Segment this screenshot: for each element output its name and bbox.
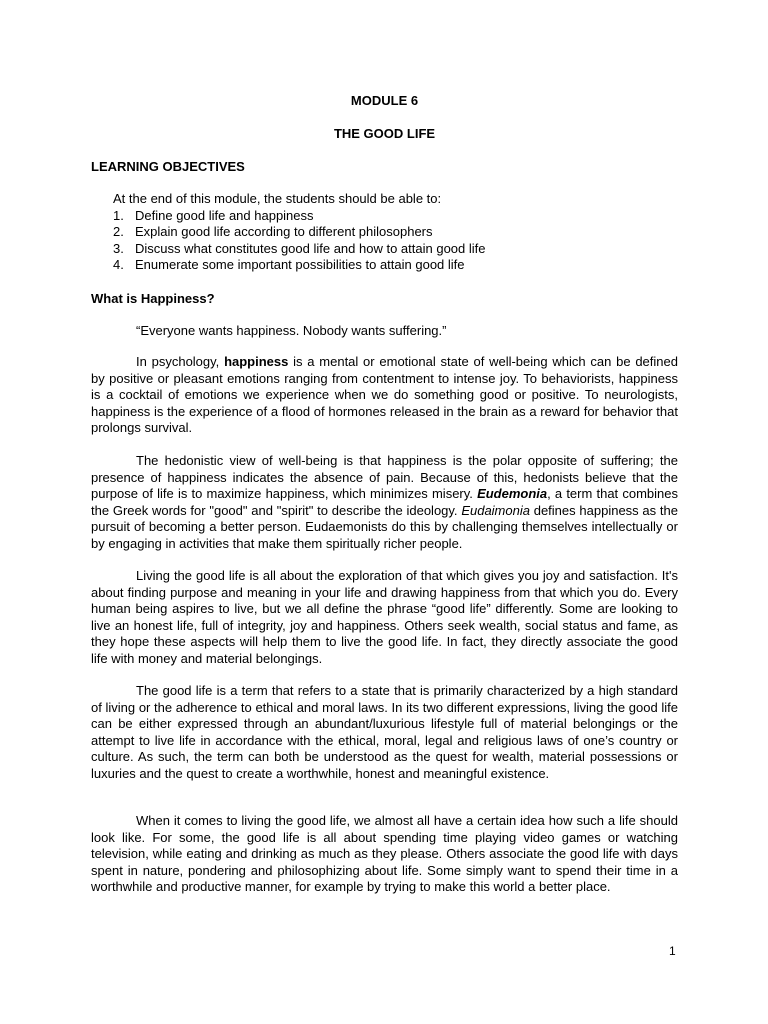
list-item-number: 2. <box>113 224 124 239</box>
paragraph-text: In psychology, <box>136 354 225 369</box>
list-item <box>113 241 673 258</box>
list-item <box>113 208 673 225</box>
learning-objectives-heading: LEARNING OBJECTIVES <box>91 159 245 174</box>
page-title: THE GOOD LIFE <box>333 126 436 141</box>
list-item-number: 3. <box>113 240 124 256</box>
emphasis-term: happiness <box>224 354 289 369</box>
paragraph-hedonistic <box>91 453 678 552</box>
objectives-list <box>113 208 673 274</box>
happiness-quote: “Everyone wants happiness. Nobody wants suffering.” <box>136 323 447 338</box>
list-item <box>113 257 673 274</box>
paragraph-text: defines happiness as the pursuit of becoming a better person. Eudaemonists do this by challenging themselves intellectually or by engaging in activities that make them spiritually richer people. <box>91 502 678 551</box>
paragraph-text: , a term that combines the Greek words for "good" and "spirit" to describe the ideology. <box>91 486 678 518</box>
list-item-text: Define good life and happiness <box>135 207 314 223</box>
list-item-text: Explain good life according to different philosophers <box>135 224 433 239</box>
objectives-intro: At the end of this module, the students should be able to: <box>113 191 442 206</box>
list-item-text: Discuss what constitutes good life and how to attain good life <box>135 240 486 256</box>
paragraph-good-life-term: The good life is a term that refers to a state that is primarily characterized by a high standard of living or the adherence to ethical and moral laws. In its two different expressions, living the good life can be either expressed through an abundant/luxurious lifestyle full of material belongings or the attempt to live life in accordance with the ethical, moral, legal and religious laws of one’s country or culture. As such, the term can both be understood as the quest for wealth, material possessions or luxuries and the quest to create a worthwhile, honest and meaningful existence. <box>91 683 678 781</box>
list-item <box>113 224 673 241</box>
document-page <box>91 0 678 1024</box>
paragraph-psychology <box>91 354 678 437</box>
happiness-heading: What is Happiness? <box>91 291 215 306</box>
paragraph-text: is a mental or emotional state of well-being which can be defined by positive or pleasant emotions ranging from contentment to intense joy. To behaviorists, happiness is a cocktail of emotions we experience when we do something good or positive. To neurologists, happiness is the experience of a flood of hormones released in the brain as a reward for behavior that prolongs survival. <box>91 354 678 435</box>
page-number: 1 <box>669 944 676 958</box>
emphasis-term: Eudemonia <box>477 486 548 501</box>
paragraph-idea-of-good-life: When it comes to living the good life, we almost all have a certain idea how such a life should look like. For some, the good life is all about spending time playing video games or watching television, while eating and drinking as much as they please. Others associate the good life with days spent in nature, pondering and philosophizing about life. Some simply want to spend their time in a worthwhile and productive manner, for example by trying to make this world a better place. <box>91 813 678 894</box>
paragraph-text: The hedonistic view of well-being is that happiness is the polar opposite of suffering; the presence of happiness indicates the absence of pain. Because of this, hedonists believe that the purpose of life is to maximize happiness, which minimizes misery. <box>91 453 678 501</box>
list-item-text: Enumerate some important possibilities to attain good life <box>135 257 465 272</box>
italic-term: Eudaimonia <box>461 502 530 518</box>
module-label: MODULE 6 <box>350 93 419 108</box>
list-item-number: 4. <box>113 257 124 272</box>
list-item-number: 1. <box>113 207 124 223</box>
paragraph-living-good-life: Living the good life is all about the exploration of that which gives you joy and satisfaction. It's about finding purpose and meaning in your life and drawing happiness from that which you do. Every human being aspires to live, but we all define the phrase “good life” differently. Some are looking to live an honest life, full of integrity, joy and happiness. Others seek wealth, social status and fame, as they hope these aspects will help them to live the good life. In fact, they directly associate the good life with money and material belongings. <box>91 568 678 666</box>
learning-objectives-block <box>113 191 673 274</box>
